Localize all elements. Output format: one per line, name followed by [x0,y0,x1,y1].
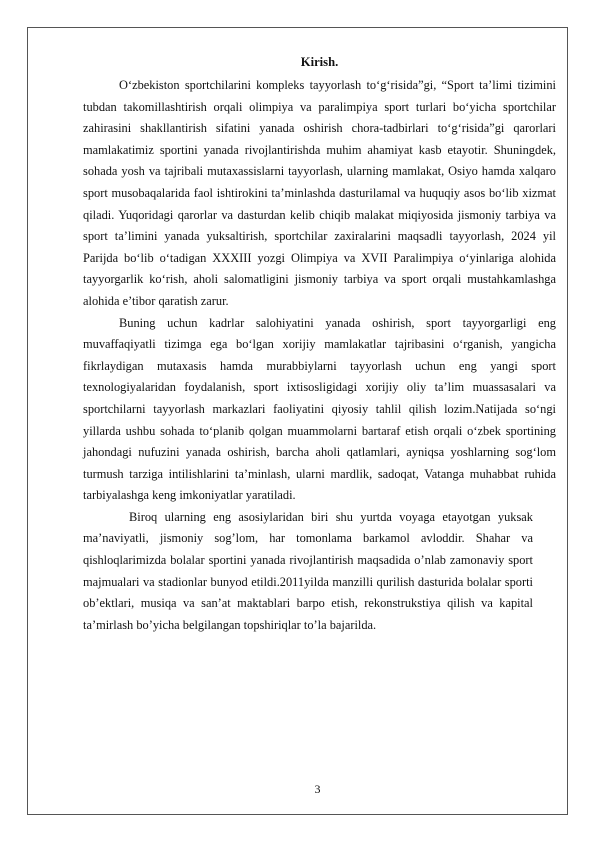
paragraph-3: Biroq ularning eng asosiylaridan biri shu yurtda voyaga etayotgan yuksak ma’naviyatli, jismoniy sog’lom, har tomonlama barkamol avloddir. Shahar va qishloqlarimizda bolalar sportini yanada rivojlantirish maqsadida o’nlab zamonaviy sport majmualari va stadionlar bunyod etildi.2011yilda manzilli qurilish dasturida bolalar sporti ob’ektlari, musiqa va san’at maktablari barpo etish, rekonstrukstiya qilish va kapital ta’mirlash bo’yicha belgilangan topshiriqlar to’la bajarilda. [83,509,533,632]
paragraph-2: Buning uchun kadrlar salohiyatini yanada oshirish, sport tayyorgarligi eng muvaffaqiyatli tizimga ega bo‘lgan xorijiy mamlakatlar tajribasini o‘rganish, yangicha fikrlaydigan mutaxasis hamda murabbiylarni tayyorlash uchun eng yangi sport texnologiyalaridan foydalanish, sport ixtisosligidagi xorijiy oliy ta’lim muassasalari va sportchilarni tayyorlash markazlari faoliyatini qiyosiy tahlil qilish lozim.Natijada so‘ngi yillarda ushbu sohada to‘planib qolgan muammolarni bartaraf etish orqali o‘zbek sportining jahondagi nufuzini yanada oshirish, barcha aholi qatlamlari, ayniqsa yoshlarning sog‘lom turmush tarziga intilishlarini ta’minlash, ularni mardlik, sadoqat, Vatanga muhabbat ruhida tarbiyalashga keng imkoniyatlar yaratiladi. [83,315,556,503]
page-number: 3 [314,782,321,796]
paragraph-1: O‘zbekiston sportchilarini kompleks tayyorlash to‘g‘risida”gi, “Sport ta’limi tizimini tubdan takomillashtirish orqali olimpiya va paralimpiya sport turlari bo‘yicha sportchilar zahirasini shakllantirish sifatini yanada oshirish chora-tadbirlari to‘g‘risida”gi qarorlari mamlakatimiz sportini yanada rivojlantirishda muhim ahamiyat kasb etayotir. Shuningdek, sohada yosh va tajribali mutaxassislarni tayyorlash, ularning mamlakat, Osiyo hamda xalqaro sport musobaqalarida faol ishtirokini ta’minlashda dasturilamal va huquqiy asos bo‘lib xizmat qiladi. Yuqoridagi qarorlar va dasturdan kelib chiqib malakat miqiyosida jismoniy tarbiya va sport ta’limini yanada yuksaltirish, sportchilar zaxiralarini maqsadli tayyorlash, 2024 yil Parijda bo‘lib o‘tadigan XXXIII yozgi Olimpiya va XVII Paralimpiya o‘yinlariga alohida tayyorgarlik ko‘rish, aholi salomatligini jismoniy tarbiya va sport orqali mustahkamlashga alohida e’tibor qaratish zarur. [83,78,556,308]
section-title: Kirish. [300,55,339,69]
document-body [83,55,556,636]
